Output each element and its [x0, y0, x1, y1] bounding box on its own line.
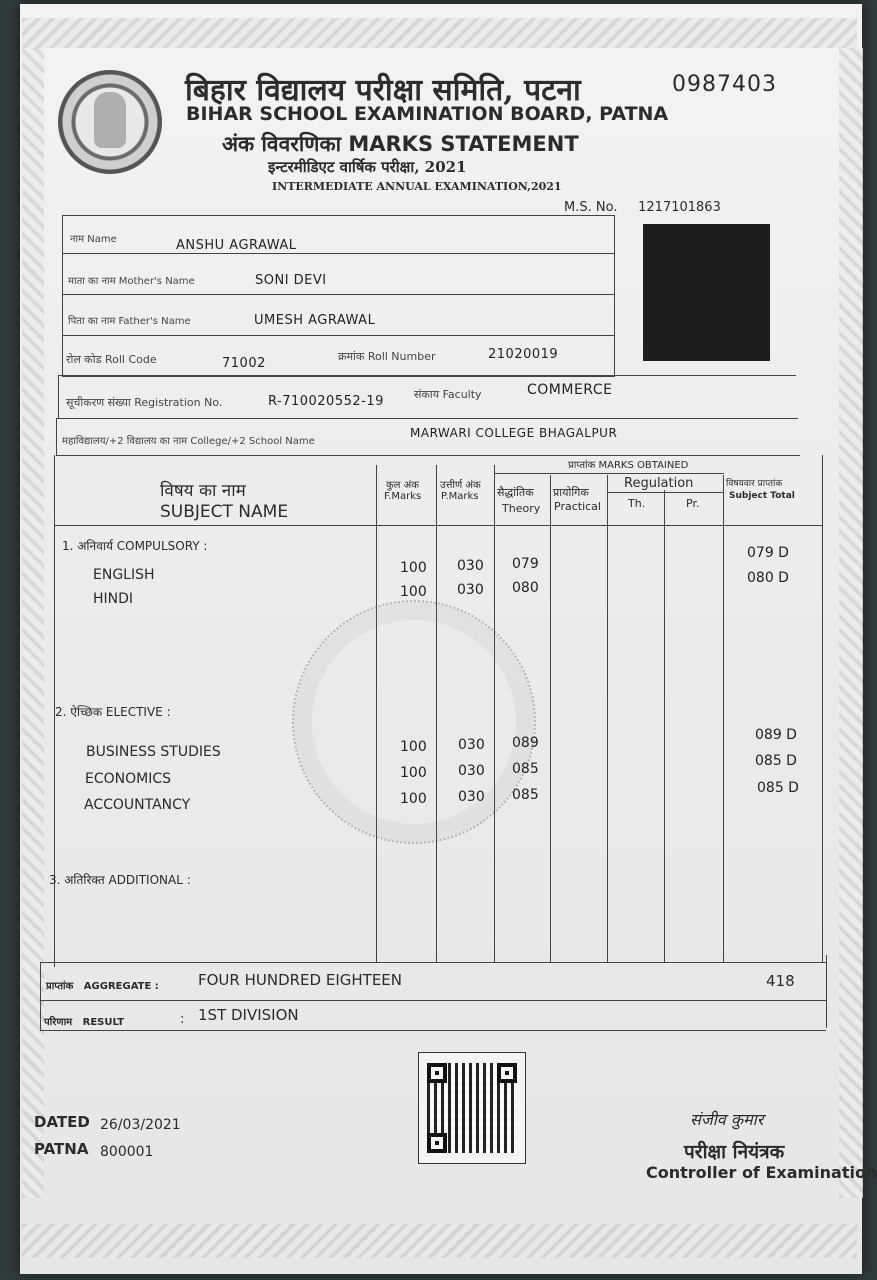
- accountancy-pass-marks: 030: [458, 789, 485, 805]
- business-total: 089 D: [755, 727, 797, 743]
- exam-title-english: INTERMEDIATE ANNUAL EXAMINATION,2021: [272, 180, 562, 193]
- regulation-th: Th.: [628, 497, 646, 510]
- subject-header-english: SUBJECT NAME: [160, 502, 289, 522]
- economics-theory: 085: [512, 761, 539, 777]
- hindi-full-marks: 100: [400, 584, 427, 600]
- controller-title-hindi: परीक्षा नियंत्रक: [684, 1141, 785, 1163]
- economics-pass-marks: 030: [458, 763, 485, 779]
- accountancy-theory: 085: [512, 787, 539, 803]
- subject-business-studies: BUSINESS STUDIES: [86, 744, 221, 760]
- subject-total-header: Subject Total: [729, 491, 795, 501]
- elective-section-label: 2. ऐच्छिक ELECTIVE :: [55, 705, 171, 719]
- additional-section-label: 3. अतिरिक्त ADDITIONAL :: [49, 873, 191, 887]
- result-label-hindi: परिणाम: [44, 1017, 73, 1028]
- result-label: [44, 1014, 124, 1028]
- english-full-marks: 100: [400, 560, 427, 576]
- candidate-photo-redacted: [643, 224, 770, 361]
- english-theory: 079: [512, 556, 539, 572]
- accountancy-full-marks: 100: [400, 791, 427, 807]
- aggregate-label-hindi: प्राप्तांक: [46, 981, 74, 992]
- candidate-name: ANSHU AGRAWAL: [176, 238, 297, 253]
- exam-title-hindi: इन्टरमीडिएट वार्षिक परीक्षा, 2021: [268, 158, 467, 176]
- faculty-label: संकाय Faculty: [414, 388, 482, 401]
- subject-accountancy: ACCOUNTANCY: [84, 797, 191, 813]
- security-border-top: [22, 18, 857, 48]
- subject-hindi: HINDI: [93, 591, 134, 607]
- economics-total: 085 D: [755, 753, 797, 769]
- roll-number-label: क्रमांक Roll Number: [338, 350, 436, 363]
- controller-signature: संजीव कुमार: [690, 1110, 764, 1129]
- business-pass-marks: 030: [458, 737, 485, 753]
- subject-english: ENGLISH: [93, 567, 155, 583]
- full-marks-hindi: कुल अंक: [386, 480, 419, 491]
- subject-economics: ECONOMICS: [85, 771, 172, 787]
- ms-value: 1217101863: [638, 200, 721, 215]
- practical-header: Practical: [554, 500, 601, 513]
- verification-qr-code: [418, 1052, 526, 1164]
- board-seal-logo: [58, 70, 162, 174]
- economics-full-marks: 100: [400, 765, 427, 781]
- controller-title-english: Controller of Examination: [646, 1163, 877, 1182]
- regulation-pr: Pr.: [686, 497, 700, 510]
- business-full-marks: 100: [400, 739, 427, 755]
- college-name: MARWARI COLLEGE BHAGALPUR: [410, 426, 618, 440]
- board-title-english: BIHAR SCHOOL EXAMINATION BOARD, PATNA: [186, 103, 669, 125]
- mother-name-label: माता का नाम Mother's Name: [68, 276, 195, 287]
- theory-hindi: सैद्धांतिक: [497, 486, 534, 499]
- compulsory-section-label: 1. अनिवार्य COMPULSORY :: [62, 539, 208, 553]
- roll-code: 71002: [222, 356, 266, 371]
- mother-name: SONI DEVI: [255, 273, 327, 288]
- pass-marks-hindi: उत्तीर्ण अंक: [440, 480, 481, 491]
- aggregate-in-words: FOUR HUNDRED EIGHTEEN: [198, 971, 402, 989]
- business-theory: 089: [512, 735, 539, 751]
- full-marks-header: F.Marks: [384, 491, 422, 502]
- official-stamp-watermark: [292, 600, 536, 844]
- ms-label: M.S. No.: [564, 200, 618, 215]
- faculty: COMMERCE: [527, 382, 613, 398]
- aggregate-label-english: AGGREGATE :: [83, 981, 159, 992]
- serial-number: 0987403: [672, 72, 777, 97]
- english-pass-marks: 030: [457, 558, 484, 574]
- english-total: 079 D: [747, 545, 789, 561]
- result-value: 1ST DIVISION: [198, 1006, 299, 1024]
- subject-total-hindi: विषयवार प्राप्तांक: [726, 479, 783, 489]
- roll-code-label: रोल कोड Roll Code: [66, 353, 157, 366]
- father-name: UMESH AGRAWAL: [254, 313, 376, 328]
- pass-marks-header: P.Marks: [441, 491, 479, 502]
- theory-header: Theory: [502, 502, 541, 515]
- result-label-english: RESULT: [82, 1017, 125, 1028]
- ms-number: [564, 200, 721, 215]
- father-name-label: पिता का नाम Father's Name: [68, 316, 191, 327]
- security-border-bottom: [22, 1224, 857, 1258]
- hindi-pass-marks: 030: [457, 582, 484, 598]
- result-colon: :: [180, 1012, 185, 1027]
- practical-hindi: प्रायोगिक: [553, 486, 589, 499]
- marks-obtained-header: प्राप्तांक MARKS OBTAINED: [568, 460, 689, 471]
- aggregate-total: 418: [766, 972, 795, 990]
- statement-title: अंक विवरणिका MARKS STATEMENT: [222, 132, 579, 156]
- issue-date: 26/03/2021: [100, 1117, 181, 1133]
- college-label: महाविद्यालय/+2 विद्यालय का नाम College/+2 School Name: [62, 436, 315, 447]
- aggregate-label: [46, 978, 159, 992]
- regulation-header: Regulation: [624, 476, 694, 491]
- roll-number: 21020019: [488, 347, 559, 362]
- pincode: 800001: [100, 1144, 154, 1160]
- registration-label: सूचीकरण संख्या Registration No.: [66, 396, 223, 409]
- place-label: PATNA: [34, 1140, 89, 1158]
- dated-label: DATED: [34, 1113, 90, 1131]
- subject-header-hindi: विषय का नाम: [160, 481, 246, 501]
- security-border-right: [839, 48, 863, 1198]
- hindi-theory: 080: [512, 580, 539, 596]
- registration-number: R-710020552-19: [268, 394, 384, 409]
- name-label: नाम Name: [70, 234, 117, 245]
- accountancy-total: 085 D: [757, 780, 799, 796]
- board-title-hindi: बिहार विद्यालय परीक्षा समिति, पटना: [185, 73, 581, 108]
- hindi-total: 080 D: [747, 570, 789, 586]
